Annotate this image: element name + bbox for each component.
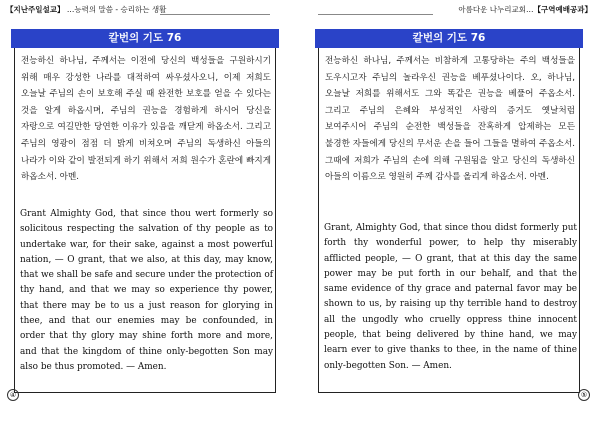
left-running-header: [6, 4, 166, 15]
left-korean-prayer: 전능하신 하나님, 주께서는 이전에 당신의 백성들을 구원하시기 위해 매우 강성한 나라를 대적하여 싸우셨사오니, 이제 저희도 오늘날 주님의 손이 보호해 주실 때 완전한 보호를 얻을 수 있다는 것을 알게 하옵시며, 주님의 권능을 경험하게 하시어 당신을 자랑으로 여길만한 당연한 이유가 있음을 깨닫게 하옵소서. 그리고 주님의 영광이 점점 더 밝게 비쳐오며 주님의 독생하신 아들의 나라가 이와 같이 발전되게 하기 위해서 저희 원수가 혼란에 빠지게 하옵소서. 아멘.: [21, 56, 271, 183]
left-english-prayer: Grant Almighty God, that since thou wert formerly so solicitous respecting the salvation of thy people as to undertake war, for their sake, against a most powerful nation, — O grant, that we also, at this day, may know, that we shall be safe and secure under the protection of thy hand, and that we may so experience thy power, that there may be to us a just reason for glorying in thee, and that our enemies may be confounded, in order that thy glory may shine forth more and more, and that the kingdom of thine only-begotten Son may also be thus promoted. — Amen.: [20, 209, 273, 372]
right-header-rule: [318, 14, 433, 15]
right-header-tag: 【구역예배공과】: [533, 5, 592, 14]
right-prayer-box: [318, 30, 580, 393]
left-prayer-box: [14, 30, 276, 393]
left-prayer-title: 칼번의 기도 76: [11, 29, 279, 48]
right-korean-prayer: 전능하신 하나님, 주께서는 비참하게 고통당하는 주의 백성들을 도우시고자 주님의 놀라우신 권능을 베푸셨나이다. 오, 하나님, 오늘날 저희를 위해서도 그와 똑같은 권능을 베풀어 주옵소서. 그리고 주님의 은혜와 부성적인 사랑의 증거도 옛날처럼 보여주시어 주님의 순전한 백성들을 잔혹하게 압제하는 모든 불경한 자들에게 당신의 무서운 손을 들어 그들을 멸하여 주옵소서. 그때에 저희가 주님의 손에 의해 구원됨을 알고 당신의 독생하신 아들의 이름으로 영원히 주께 감사를 올리게 하옵소서. 아멘.: [325, 56, 575, 183]
left-header-tag: 【지난주일설교】: [6, 5, 65, 14]
right-prayer-title: 칼번의 기도 76: [315, 29, 583, 48]
right-english-prayer: Grant, Almighty God, that since thou didst formerly put forth thy wonderful power, to help thy miserably afflicted people, — O grant, that at this day the same power may be put forth in our behalf, and that the same evidence of thy grace and paternal favor may be shown to us, by raising up thy terrible hand to destroy all the ungodly who cruelly oppress thine innocent people, that being delivered by thine hand, we may learn ever to give thanks to thee, in the name of thine only-begotten Son. — Amen.: [324, 223, 577, 371]
left-header-rule: [160, 14, 270, 15]
right-running-header: [458, 4, 592, 15]
left-header-text: …능력의 말씀 - 승리하는 생활: [66, 5, 167, 14]
left-page-number: ④: [7, 389, 19, 401]
right-page-number: ⑤: [578, 389, 590, 401]
right-header-text: 아름다운 나누리교회…: [458, 5, 534, 14]
